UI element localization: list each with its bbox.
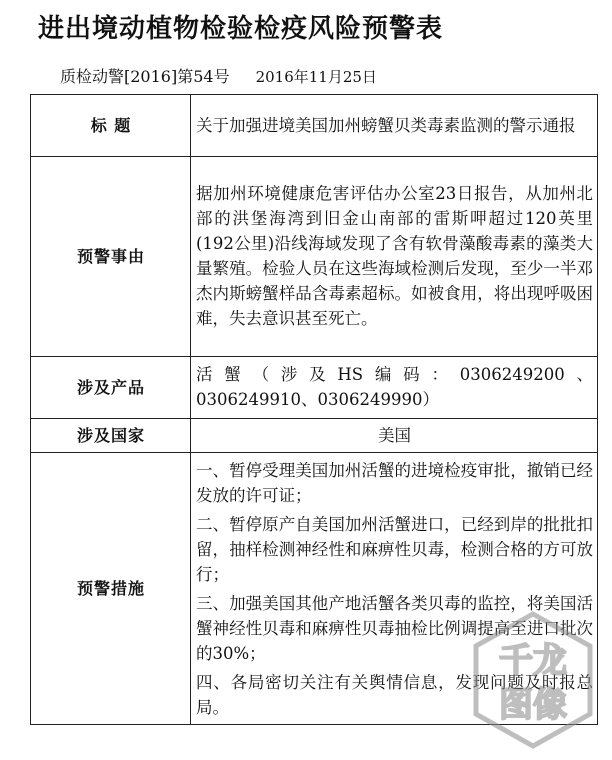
row-measures xyxy=(31,453,598,725)
measure-item: 三、加强美国其他产地活蟹各类贝毒的监控，将美国活蟹神经性贝毒和麻痹性贝毒抽检比例调提高至进口批次的30%； xyxy=(196,594,593,663)
row-countries xyxy=(31,419,598,453)
row-subject xyxy=(31,95,598,157)
label-products: 涉及产品 xyxy=(31,357,191,419)
label-reason: 预警事由 xyxy=(31,157,191,357)
row-reason xyxy=(31,157,598,357)
value-products: 活蟹（涉及HS编码：0306249200、0306249910、0306249990） xyxy=(191,357,598,419)
watermark-text-bottom: 图像 xyxy=(499,685,567,725)
watermark-text-top: 千龙 xyxy=(499,641,567,681)
measure-item: 一、暂停受理美国加州活蟹的进境检疫审批，撤销已经发放的许可证； xyxy=(196,461,593,505)
warning-table xyxy=(30,94,598,725)
row-products xyxy=(31,357,598,419)
label-subject: 标 题 xyxy=(31,95,191,157)
measure-item: 四、各局密切关注有关舆情信息，发现问题及时报总局。 xyxy=(196,673,593,717)
label-countries: 涉及国家 xyxy=(31,419,191,453)
value-measures xyxy=(191,453,598,725)
value-reason: 据加州环境健康危害评估办公室23日报告，从加州北部的洪堡海湾到旧金山南部的雷斯呷超过120英里(192公里)沿线海域发现了含有软骨藻酸毒素的藻类大量繁殖。检验人员在这些海域检测后发现，至少一半邓杰内斯螃蟹样品含毒素超标。如被食用，将出现呼吸困难，失去意识甚至死亡。 xyxy=(191,157,598,357)
document-reference xyxy=(60,64,377,87)
measure-item: 二、暂停原产自美国加州活蟹进口，已经到岸的批批扣留，抽样检测神经性和麻痹性贝毒，检测合格的方可放行； xyxy=(196,515,593,584)
value-countries: 美国 xyxy=(191,419,598,453)
document-number: 质检动警[2016]第54号 xyxy=(60,67,230,86)
document-date: 2016年11月25日 xyxy=(255,68,377,86)
document-title: 进出境动植物检验检疫风险预警表 xyxy=(38,14,444,44)
label-measures: 预警措施 xyxy=(31,453,191,725)
value-subject: 关于加强进境美国加州螃蟹贝类毒素监测的警示通报 xyxy=(191,95,598,157)
